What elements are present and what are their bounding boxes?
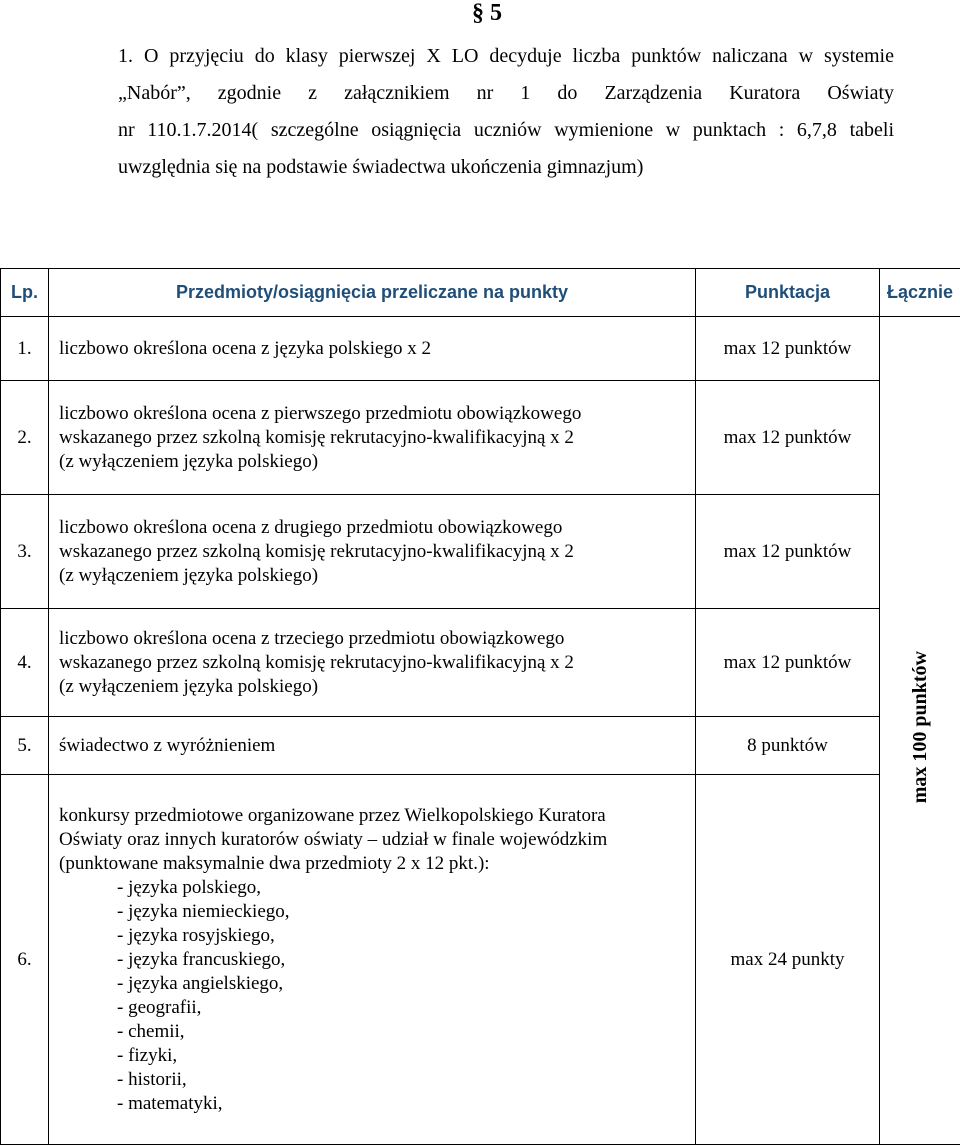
table-row xyxy=(1,717,960,775)
row-number: 5. xyxy=(1,717,49,775)
list-item: - matematyki, xyxy=(117,1092,223,1114)
list-item: - chemii, xyxy=(117,1020,185,1042)
section-number: § 5 xyxy=(472,0,502,26)
header-subjects: Przedmioty/osiągnięcia przeliczane na punkty xyxy=(49,269,696,317)
description-line: wskazanego przez szkolną komisję rekrutacyjno-kwalifikacyjną x 2 xyxy=(59,426,574,448)
row-description xyxy=(49,609,696,717)
list-item: - języka niemieckiego, xyxy=(117,900,290,922)
row-points: max 12 punktów xyxy=(696,495,880,609)
description-line: konkursy przedmiotowe organizowane przez Wielkopolskiego Kuratora xyxy=(59,804,606,826)
description-line: liczbowo określona ocena z pierwszego przedmiotu obowiązkowego xyxy=(59,402,582,424)
description-line: wskazanego przez szkolną komisję rekrutacyjno-kwalifikacyjną x 2 xyxy=(59,540,574,562)
row-points: 8 punktów xyxy=(696,717,880,775)
list-item: - języka angielskiego, xyxy=(117,972,284,994)
table-header-row xyxy=(1,269,960,317)
table-row xyxy=(1,775,960,1145)
description-line: Oświaty oraz innych kuratorów oświaty – udział w finale wojewódzkim xyxy=(59,828,608,850)
table-row xyxy=(1,495,960,609)
row-description xyxy=(49,775,696,1145)
table-row xyxy=(1,609,960,717)
row-number: 4. xyxy=(1,609,49,717)
intro-line: 1. O przyjęciu do klasy pierwszej X LO decyduje liczba punktów naliczana w systemie xyxy=(118,45,894,67)
description-line: liczbowo określona ocena z trzeciego przedmiotu obowiązkowego xyxy=(59,627,565,649)
description-line: liczbowo określona ocena z języka polskiego x 2 xyxy=(59,337,431,359)
intro-line: nr 110.1.7.2014( szczególne osiągnięcia uczniów wymienione w punktach : 6,7,8 tabeli xyxy=(118,119,894,141)
total-cell xyxy=(880,317,960,1145)
row-description xyxy=(49,317,696,381)
description-line: (z wyłączeniem języka polskiego) xyxy=(59,564,319,586)
row-number: 6. xyxy=(1,775,49,1145)
description-line: (z wyłączeniem języka polskiego) xyxy=(59,675,319,697)
description-line: (z wyłączeniem języka polskiego) xyxy=(59,450,319,472)
description-line: (punktowane maksymalnie dwa przedmioty 2 x 12 pkt.): xyxy=(59,852,490,874)
table-row xyxy=(1,317,960,381)
header-lp: Lp. xyxy=(1,269,49,317)
row-number: 1. xyxy=(1,317,49,381)
row-points: max 12 punktów xyxy=(696,317,880,381)
points-table xyxy=(0,268,960,1145)
table-row xyxy=(1,381,960,495)
row-points: max 24 punkty xyxy=(696,775,880,1145)
list-item: - języka francuskiego, xyxy=(117,948,286,970)
list-item: - historii, xyxy=(117,1068,187,1090)
intro-paragraph xyxy=(118,38,894,186)
row-description xyxy=(49,495,696,609)
list-item: - geografii, xyxy=(117,996,202,1018)
intro-line: uwzględnia się na podstawie świadectwa ukończenia gimnazjum) xyxy=(118,156,644,178)
header-score: Punktacja xyxy=(696,269,880,317)
description-line: wskazanego przez szkolną komisję rekrutacyjno-kwalifikacyjną x 2 xyxy=(59,651,574,673)
header-total: Łącznie xyxy=(880,269,960,317)
row-number: 2. xyxy=(1,381,49,495)
total-points: max 100 punktów xyxy=(908,651,931,804)
row-description xyxy=(49,381,696,495)
row-number: 3. xyxy=(1,495,49,609)
row-points: max 12 punktów xyxy=(696,381,880,495)
list-item: - języka polskiego, xyxy=(117,876,262,898)
list-item: - języka rosyjskiego, xyxy=(117,924,275,946)
list-item: - fizyki, xyxy=(117,1044,178,1066)
description-line: liczbowo określona ocena z drugiego przedmiotu obowiązkowego xyxy=(59,516,563,538)
row-description xyxy=(49,717,696,775)
row-points: max 12 punktów xyxy=(696,609,880,717)
description-line: świadectwo z wyróżnieniem xyxy=(59,734,276,756)
intro-line: „Nabór”, zgodnie z załącznikiem nr 1 do Zarządzenia Kuratora Oświaty xyxy=(118,82,894,104)
